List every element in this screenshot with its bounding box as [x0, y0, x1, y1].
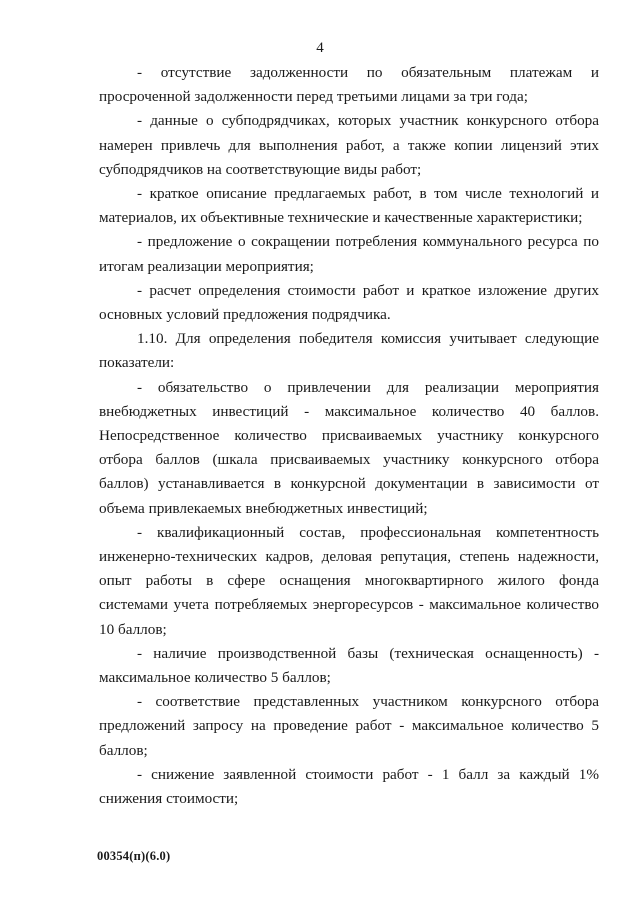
- paragraph: - краткое описание предлагаемых работ, в том числе технологий и материалов, их объективные технические и качественные характеристики;: [99, 185, 599, 227]
- paragraph: - снижение заявленной стоимости работ - 1 балл за каждый 1% снижения стоимости;: [99, 765, 599, 808]
- document-body: [99, 61, 599, 811]
- paragraph: - обязательство о привлечении для реализации мероприятия внебюджетных инвестиций - максимальное количество 40 баллов. Непосредственное количество присваиваемых участнику конкурсного отбора баллов (шкала присваиваемых участнику конкурсного отбора баллов) устанавливается в конкурсной документации в зависимости от объема привлекаемых внебюджетных инвестиций;: [99, 378, 599, 517]
- paragraph: - данные о субподрядчиках, которых участник конкурсного отбора намерен привлечь для выполнения работ, а также копии лицензий этих субподрядчиков на соответствующие виды работ;: [99, 112, 599, 178]
- paragraph: - предложение о сокращении потребления коммунального ресурса по итогам реализации мероприятия;: [99, 233, 599, 275]
- paragraph: 1.10. Для определения победителя комиссия учитывает следующие показатели:: [99, 330, 599, 372]
- paragraph: - квалификационный состав, профессиональная компетентность инженерно-технических кадров, деловая репутация, степень надежности, опыт работы в сфере оснащения многоквартирного жилого фонда системами учета потребляемых энергоресурсов - максимальное количество 10 баллов;: [99, 523, 599, 638]
- page-number: 4: [316, 40, 324, 56]
- paragraph: - расчет определения стоимости работ и краткое изложение других основных условий предложения подрядчика.: [99, 281, 599, 324]
- paragraph: - соответствие представленных участником конкурсного отбора предложений запросу на проведение работ - максимальное количество 5 баллов;: [99, 693, 599, 759]
- paragraph: - отсутствие задолженности по обязательным платежам и просроченной задолженности перед третьими лицами за три года;: [99, 64, 599, 106]
- document-code: 00354(п)(6.0): [97, 849, 171, 863]
- paragraph: - наличие производственной базы (техническая оснащенность) - максимальное количество 5 баллов;: [99, 644, 599, 687]
